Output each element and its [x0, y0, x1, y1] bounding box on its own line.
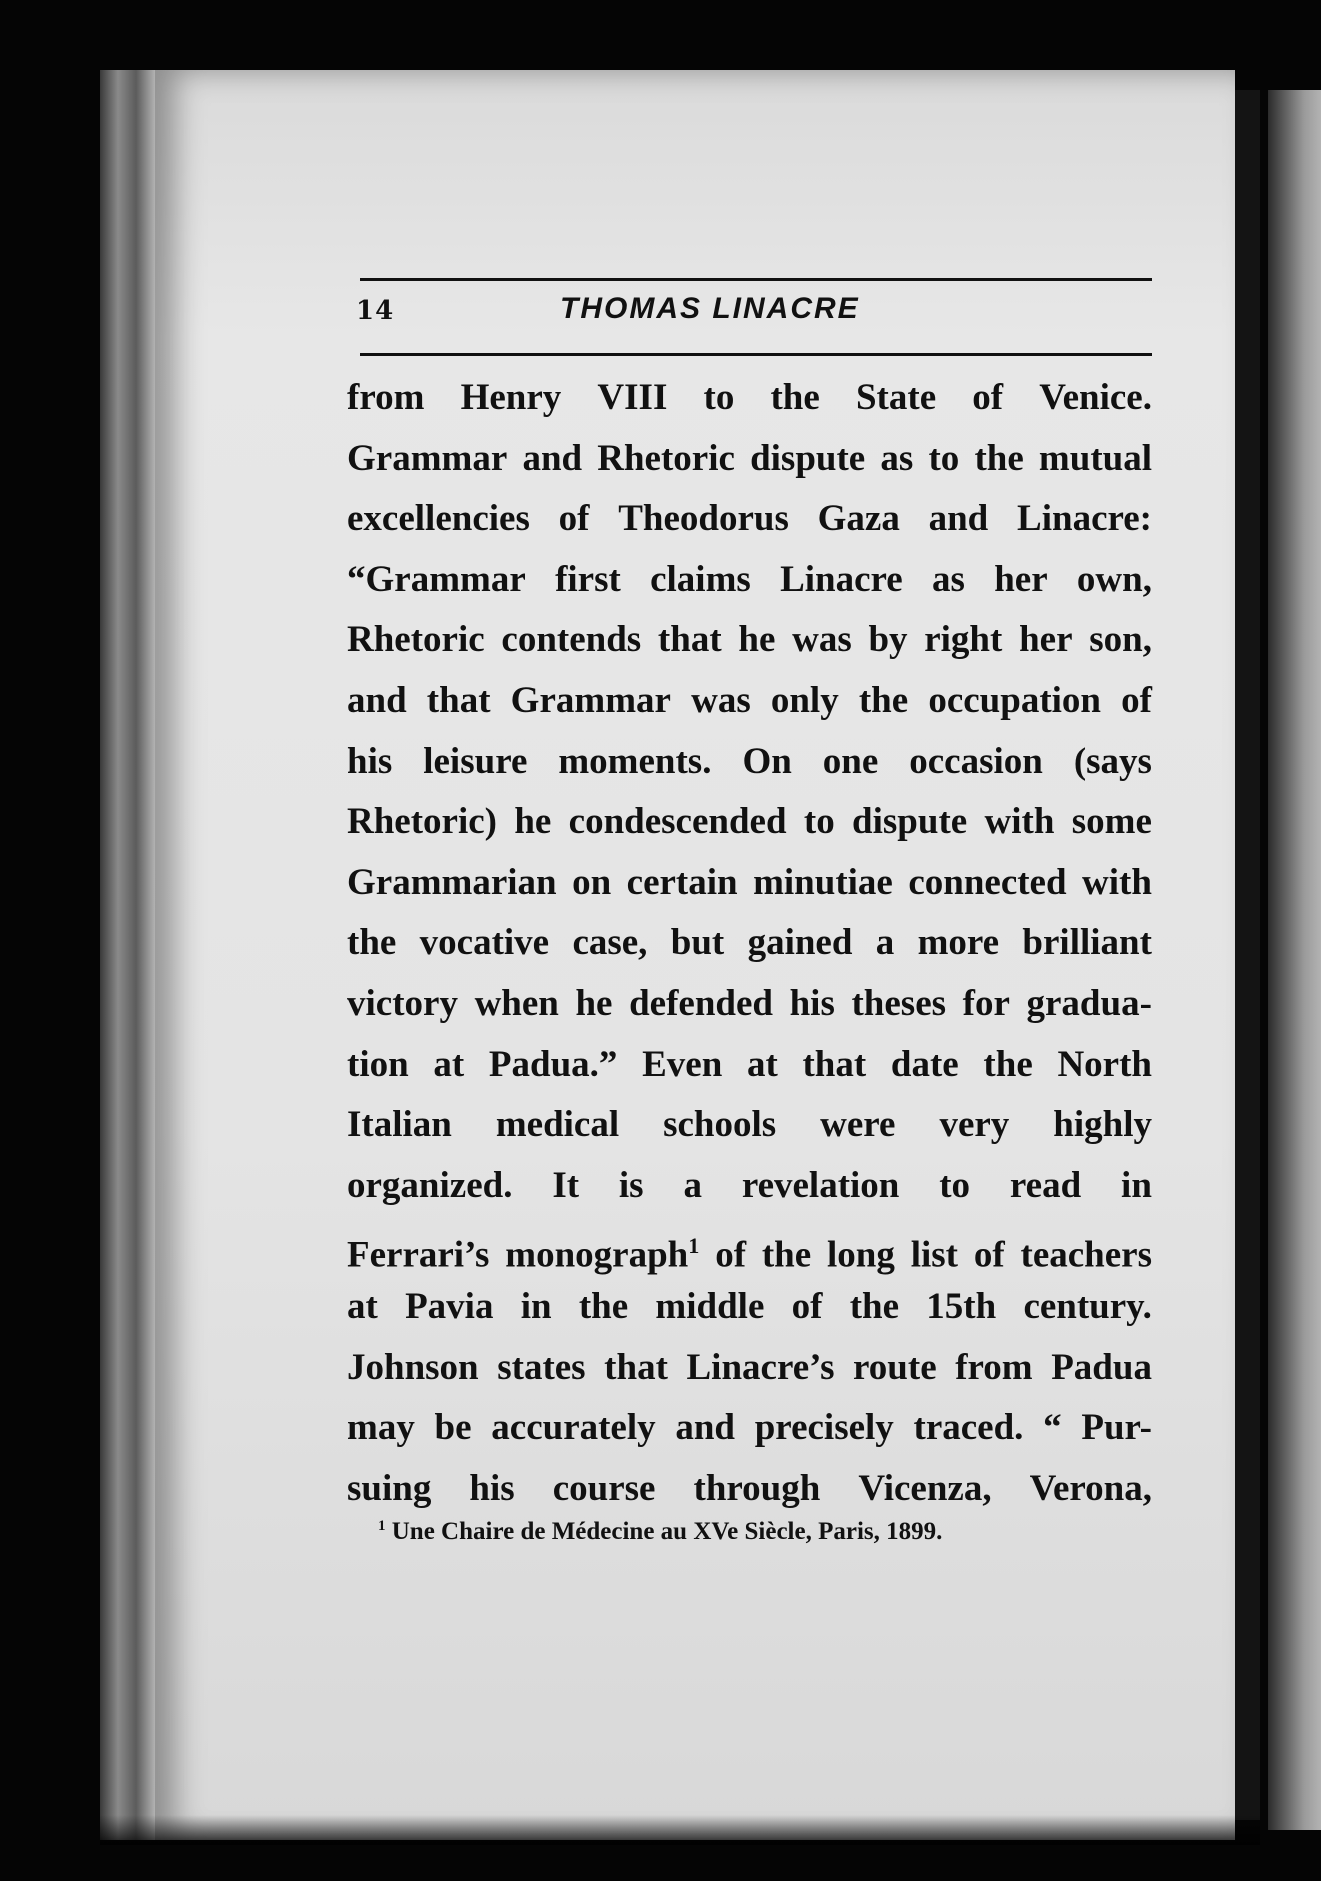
word: from	[955, 1346, 1033, 1388]
word: Padua	[1051, 1346, 1152, 1388]
word: “Grammar	[347, 558, 526, 600]
word: her	[1019, 619, 1073, 661]
word: contends	[501, 619, 642, 661]
word: gained	[747, 922, 853, 964]
bottom-shadow	[100, 1815, 1260, 1845]
text-line	[347, 853, 1152, 914]
word: century.	[1023, 1285, 1152, 1327]
word: more	[917, 922, 1000, 964]
word: Even	[642, 1043, 723, 1085]
word: revelation	[741, 1164, 900, 1206]
word: vocative	[419, 922, 550, 964]
word: and	[347, 679, 407, 721]
word: only	[770, 679, 839, 721]
word: dispute	[750, 437, 866, 479]
word: Rhetoric)	[347, 801, 497, 843]
word: some	[1071, 801, 1152, 843]
word: in	[1121, 1164, 1152, 1206]
word: and	[675, 1407, 736, 1449]
footnote-text: Une Chaire de Médecine au XVe Siècle, Paris, 1899.	[385, 1518, 943, 1545]
text-line	[347, 792, 1152, 853]
text-line	[347, 1095, 1152, 1156]
text-line	[347, 429, 1152, 490]
word: her	[994, 558, 1048, 600]
word: as	[880, 437, 914, 479]
word: first	[555, 558, 621, 600]
word: of	[1121, 679, 1152, 721]
word: Grammarian	[347, 861, 557, 903]
text-line	[347, 1459, 1152, 1520]
word: a	[683, 1164, 702, 1206]
word: he	[738, 619, 776, 661]
text-line	[347, 671, 1152, 732]
word: claims	[650, 558, 751, 600]
word: (says	[1073, 740, 1152, 782]
word: to	[928, 437, 960, 479]
word: may	[347, 1407, 415, 1449]
word: on	[572, 861, 612, 903]
word: when	[474, 982, 559, 1024]
text-line	[347, 550, 1152, 611]
word: with	[1082, 861, 1152, 903]
text-line-with-footnote-ref	[347, 1216, 1152, 1277]
word: moments.	[558, 740, 712, 782]
word: to	[939, 1164, 971, 1206]
text-line	[347, 1035, 1152, 1096]
word: at	[746, 1043, 778, 1085]
word: that	[657, 619, 722, 661]
text-line	[347, 1398, 1152, 1459]
page-number: 14	[356, 296, 395, 326]
text-fragment: Ferrari’s monograph	[347, 1234, 689, 1276]
word: victory	[347, 982, 458, 1024]
word: tion	[347, 1043, 409, 1085]
word: own,	[1076, 558, 1152, 600]
word: were	[820, 1104, 896, 1146]
word: middle	[655, 1285, 765, 1327]
word: theses	[851, 982, 947, 1024]
word: as	[932, 558, 965, 600]
footnote-reference: 1	[688, 1233, 700, 1259]
word: that	[802, 1043, 867, 1085]
word: occupation	[928, 679, 1102, 721]
word: Pavia	[405, 1285, 494, 1327]
word: suing	[347, 1467, 432, 1509]
word: he	[514, 801, 552, 843]
footnote-marker: 1	[378, 1518, 386, 1534]
word: VIII	[597, 377, 668, 418]
word: “	[1043, 1407, 1062, 1449]
word: from	[347, 377, 425, 418]
word: Verona,	[1029, 1467, 1152, 1509]
word: Grammar	[347, 437, 508, 479]
word: one	[822, 740, 879, 782]
word: Johnson	[347, 1346, 479, 1388]
word: On	[742, 740, 792, 782]
word: and	[928, 498, 989, 540]
word: condescended	[568, 801, 787, 843]
header-rule-bottom	[360, 353, 1152, 356]
word: North	[1057, 1043, 1152, 1085]
word: in	[520, 1285, 552, 1327]
word: was	[691, 679, 751, 721]
word: precisely	[754, 1407, 894, 1449]
word: by	[868, 619, 908, 661]
text-line	[347, 1156, 1152, 1217]
word: mutual	[1038, 437, 1152, 479]
word: that	[426, 679, 491, 721]
word: very	[939, 1104, 1010, 1146]
word: Linacre’s	[686, 1346, 835, 1388]
word: read	[1009, 1164, 1082, 1206]
word: his	[469, 1467, 515, 1509]
word: highly	[1053, 1104, 1152, 1146]
adjacent-page-edge	[1268, 90, 1321, 1830]
word: through	[693, 1467, 821, 1509]
word: the	[578, 1285, 629, 1327]
word: accurately	[491, 1407, 656, 1449]
text-line	[347, 913, 1152, 974]
word: route	[853, 1346, 937, 1388]
header-rule-top	[360, 278, 1152, 281]
word: Italian	[347, 1104, 452, 1146]
word: a	[875, 922, 895, 964]
word: Linacre:	[1017, 498, 1152, 540]
word: occasion	[909, 740, 1043, 782]
word: Venice.	[1039, 377, 1152, 418]
word: the	[858, 679, 909, 721]
word: Vicenza,	[858, 1467, 992, 1509]
text-line	[347, 1277, 1152, 1338]
body-text	[347, 368, 1152, 1519]
word: for	[962, 982, 1010, 1024]
word: is	[618, 1164, 644, 1206]
word: Pur-	[1081, 1407, 1152, 1449]
word: the	[983, 1043, 1033, 1085]
word: Theodorus	[618, 498, 789, 540]
text-line	[347, 974, 1152, 1035]
word: son,	[1089, 619, 1152, 661]
text-line	[347, 610, 1152, 671]
word: the	[770, 377, 820, 418]
running-title: THOMAS LINACRE	[560, 292, 860, 325]
word: the	[849, 1285, 900, 1327]
word: his	[347, 740, 393, 782]
word: at	[433, 1043, 465, 1085]
text-fragment: of the long list of teachers	[699, 1234, 1152, 1276]
word: medical	[495, 1104, 620, 1146]
word: brilliant	[1022, 922, 1152, 964]
word: be	[434, 1407, 472, 1449]
word: he	[575, 982, 613, 1024]
word: the	[974, 437, 1024, 479]
word: date	[890, 1043, 959, 1085]
word: his	[789, 982, 835, 1024]
text-line	[347, 489, 1152, 550]
text-line	[347, 368, 1152, 429]
word: traced.	[913, 1407, 1024, 1449]
word: the	[347, 922, 397, 964]
word: but	[670, 922, 725, 964]
word: schools	[663, 1104, 777, 1146]
footnote	[378, 1518, 1118, 1546]
word: right	[924, 619, 1003, 661]
word: Henry	[460, 377, 562, 418]
word: excellencies	[347, 498, 530, 540]
page-gutter	[1235, 90, 1260, 1820]
word: was	[792, 619, 852, 661]
word: minutiae	[753, 861, 893, 903]
word: State	[855, 377, 937, 418]
word: connected	[908, 861, 1067, 903]
word: with	[984, 801, 1055, 843]
word: organized.	[347, 1164, 513, 1206]
word: to	[703, 377, 735, 418]
word: that	[604, 1346, 668, 1388]
word: Gaza	[817, 498, 900, 540]
word: 15th	[926, 1285, 997, 1327]
word: Rhetoric	[347, 619, 485, 661]
book-spine	[100, 70, 160, 1840]
word: defended	[629, 982, 773, 1024]
word: Linacre	[780, 558, 903, 600]
word: Grammar	[510, 679, 671, 721]
word: dispute	[852, 801, 968, 843]
text-line	[347, 732, 1152, 793]
word: of	[791, 1285, 823, 1327]
word: states	[497, 1346, 586, 1388]
text-line	[347, 1338, 1152, 1399]
word: gradua-	[1026, 982, 1152, 1024]
word: leisure	[423, 740, 528, 782]
word: Rhetoric	[597, 437, 735, 479]
word: case,	[572, 922, 648, 964]
word: at	[347, 1285, 378, 1327]
word: of	[558, 498, 590, 540]
word: Padua.”	[488, 1043, 618, 1085]
word: to	[803, 801, 835, 843]
word: and	[522, 437, 583, 479]
word: It	[552, 1164, 580, 1206]
word: course	[552, 1467, 656, 1509]
word: of	[972, 377, 1004, 418]
word: certain	[626, 861, 738, 903]
